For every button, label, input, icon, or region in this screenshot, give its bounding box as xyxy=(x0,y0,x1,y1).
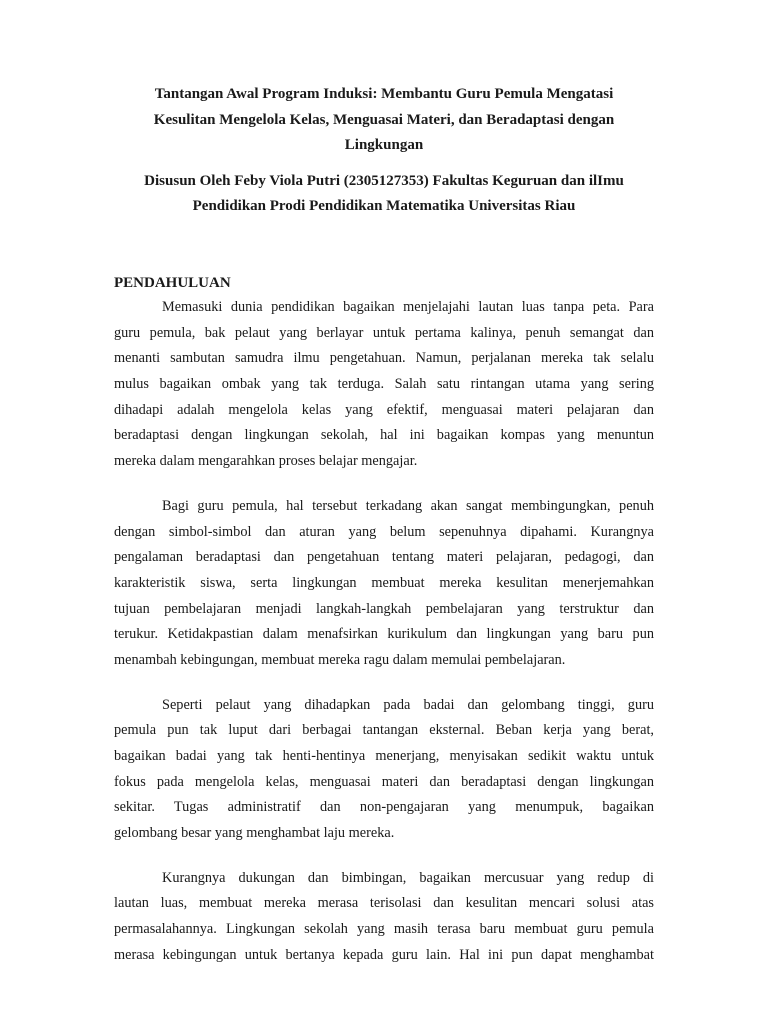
text-line: terukur. Ketidakpastian dalam menafsirkan kurikulum dan lingkungan yang baru pun xyxy=(114,626,654,643)
text-line: pemula pun tak luput dari berbagai tantangan eksternal. Beban kerja yang berat, xyxy=(114,722,654,739)
author-line: Disusun Oleh Feby Viola Putri (2305127353) Fakultas Keguruan dan ilImu xyxy=(144,172,624,189)
text-line: karakteristik siswa, serta lingkungan membuat mereka kesulitan menerjemahkan xyxy=(114,574,654,591)
paragraph-4 xyxy=(114,866,654,969)
text-line: Memasuki dunia pendidikan bagaikan menjelajahi lautan luas tanpa peta. Para xyxy=(162,299,654,315)
text-line: menambah kebingungan, membuat mereka ragu dalam memulai pembelajaran. xyxy=(114,651,566,668)
text-line: merasa kebingungan untuk bertanya kepada guru lain. Hal ini pun dapat menghambat xyxy=(114,946,654,963)
body-text xyxy=(114,295,654,988)
author-line: Pendidikan Prodi Pendidikan Matematika Universitas Riau xyxy=(192,198,576,214)
text-line: pengalaman beradaptasi dan pengetahuan tentang materi pelajaran, pedagogi, dan xyxy=(114,549,654,566)
text-line: beradaptasi dengan lingkungan sekolah, hal ini bagaikan kompas yang menuntun xyxy=(114,427,654,444)
title-line: Tantangan Awal Program Induksi: Membantu Guru Pemula Mengatasi xyxy=(154,86,614,102)
text-line: bagaikan badai yang tak henti-hentinya menerjang, menyisakan sedikit waktu untuk xyxy=(114,748,654,764)
section-heading: PENDAHULUAN xyxy=(114,275,231,291)
text-line: Seperti pelaut yang dihadapkan pada badai dan gelombang tinggi, guru xyxy=(162,696,654,713)
paragraph-3 xyxy=(114,693,654,847)
text-line: tujuan pembelajaran menjadi langkah-langkah pembelajaran yang terstruktur dan xyxy=(114,600,654,617)
document-page xyxy=(114,82,654,963)
text-line: mulus bagaikan ombak yang tak terduga. Salah satu rintangan utama yang sering xyxy=(114,376,654,393)
text-line: Bagi guru pemula, hal tersebut terkadang akan sangat membingungkan, penuh xyxy=(162,497,654,514)
text-line: dihadapi adalah mengelola kelas yang efektif, menguasai materi pelajaran dan xyxy=(114,401,654,418)
text-line: gelombang besar yang menghambat laju mereka. xyxy=(114,825,395,842)
paragraph-2 xyxy=(114,494,654,674)
document-title xyxy=(114,82,654,159)
text-line: fokus pada mengelola kelas, menguasai materi dan beradaptasi dengan lingkungan xyxy=(114,773,654,790)
title-line: Lingkungan xyxy=(344,137,424,153)
text-line: guru pemula, bak pelaut yang berlayar untuk pertama kalinya, penuh semangat dan xyxy=(114,324,654,341)
text-line: menanti sambutan samudra ilmu pengetahuan. Namun, perjalanan mereka tak selalu xyxy=(114,350,654,367)
text-line: permasalahannya. Lingkungan sekolah yang masih terasa baru membuat guru pemula xyxy=(114,921,654,938)
text-line: dengan simbol-simbol dan aturan yang belum sepenuhnya dipahami. Kurangnya xyxy=(114,523,654,540)
text-line: Kurangnya dukungan dan bimbingan, bagaikan mercusuar yang redup di xyxy=(162,869,654,886)
text-line: mereka dalam mengarahkan proses belajar mengajar. xyxy=(114,453,418,470)
text-line: sekitar. Tugas administratif dan non-pengajaran yang menumpuk, bagaikan xyxy=(114,799,654,816)
text-line: lautan luas, membuat mereka merasa terisolasi dan kesulitan mencari solusi atas xyxy=(114,895,654,912)
paragraph-1 xyxy=(114,295,654,475)
title-line: Kesulitan Mengelola Kelas, Menguasai Materi, dan Beradaptasi dengan xyxy=(153,111,615,128)
author-info xyxy=(114,169,654,220)
